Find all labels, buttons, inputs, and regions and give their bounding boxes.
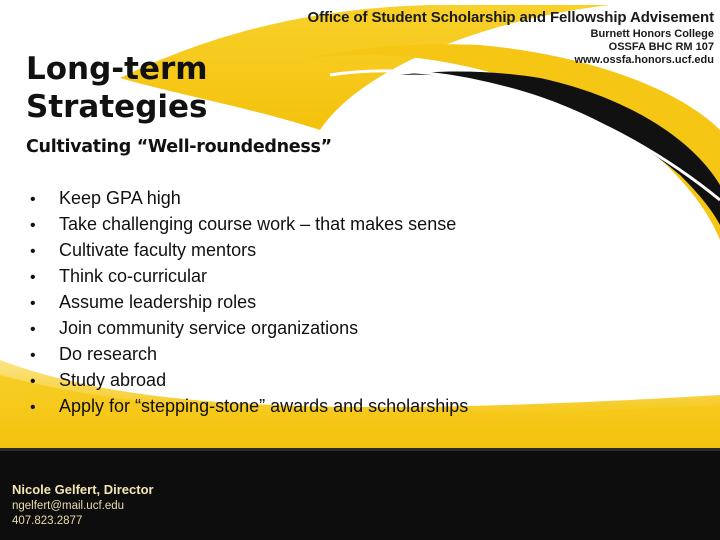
bullet-icon: • bbox=[30, 243, 36, 260]
office-room: OSSFA BHC RM 107 bbox=[608, 40, 714, 53]
director-phone: 407.823.2877 bbox=[12, 515, 83, 527]
bullet-text: Cultivate faculty mentors bbox=[59, 240, 257, 260]
bullet-text: Do research bbox=[59, 344, 158, 364]
bullet-text: Assume leadership roles bbox=[59, 292, 257, 312]
bullet-item bbox=[30, 264, 468, 290]
bullet-item bbox=[30, 186, 468, 212]
slide-subtitle: Cultivating “Well-roundedness” bbox=[26, 137, 332, 157]
bullet-icon: • bbox=[30, 347, 36, 364]
office-name: Office of Student Scholarship and Fellowship Advisement bbox=[307, 9, 714, 26]
bullet-icon: • bbox=[30, 269, 36, 286]
title-line-2: Strategies bbox=[26, 89, 208, 125]
bullet-text: Join community service organizations bbox=[59, 318, 359, 338]
bullet-item bbox=[30, 368, 468, 394]
bullet-icon: • bbox=[30, 191, 36, 208]
bullet-item bbox=[30, 212, 468, 238]
footer-contact bbox=[12, 482, 154, 529]
office-website[interactable]: www.ossfa.honors.ucf.edu bbox=[574, 53, 714, 66]
strategy-bullet-list bbox=[30, 186, 468, 420]
bullet-text: Think co-curricular bbox=[59, 266, 208, 286]
bullet-item bbox=[30, 238, 468, 264]
bullet-icon: • bbox=[30, 321, 36, 338]
bullet-text: Take challenging course work – that makes sense bbox=[59, 214, 457, 234]
director-email[interactable]: ngelfert@mail.ucf.edu bbox=[12, 500, 125, 512]
bullet-text: Study abroad bbox=[59, 370, 167, 390]
bullet-item bbox=[30, 316, 468, 342]
bullet-icon: • bbox=[30, 373, 36, 390]
bullet-item bbox=[30, 290, 468, 316]
bullet-icon: • bbox=[30, 217, 36, 234]
director-name: Nicole Gelfert, Director bbox=[12, 482, 154, 497]
college-name: Burnett Honors College bbox=[590, 28, 714, 41]
office-header bbox=[308, 9, 715, 66]
bullet-icon: • bbox=[30, 399, 36, 416]
bullet-text: Apply for “stepping-stone” awards and scholarships bbox=[59, 396, 469, 416]
slide-title bbox=[26, 50, 208, 126]
bullet-icon: • bbox=[30, 295, 36, 312]
bullet-item bbox=[30, 342, 468, 368]
bullet-text: Keep GPA high bbox=[59, 188, 181, 208]
bullet-item bbox=[30, 394, 468, 420]
title-line-1: Long-term bbox=[26, 51, 208, 87]
